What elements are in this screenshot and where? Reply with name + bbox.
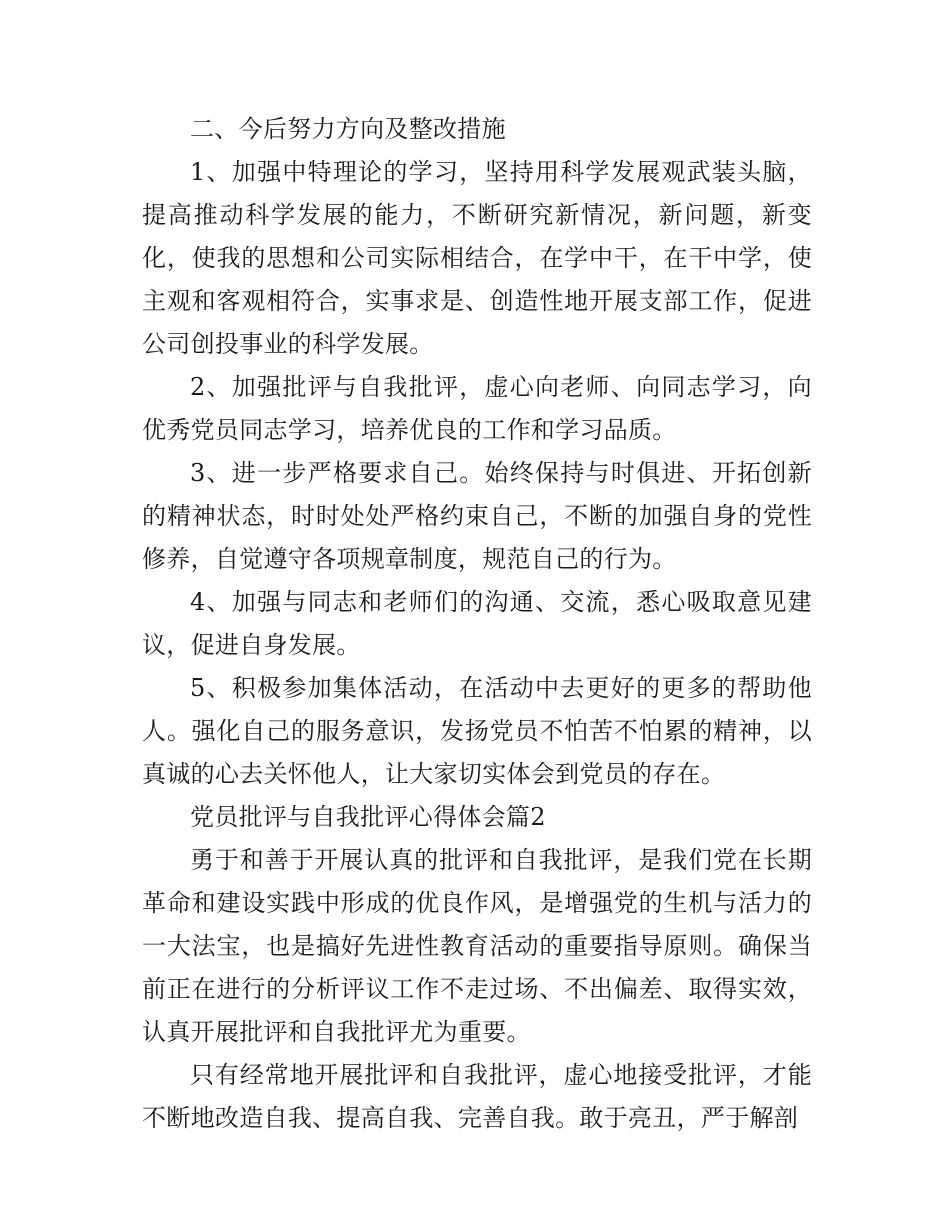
measure-item-5: 5、积极参加集体活动，在活动中去更好的更多的帮助他人。强化自己的服务意识，发扬党员不怕苦不怕累的精神，以真诚的心去关怀他人，让大家切实体会到党员的存在。	[142, 674, 812, 788]
body-paragraph: 只有经常地开展批评和自我批评，虚心地接受批评，才能不断地改造自我、提高自我、完善自我。敢于亮丑，严于解剖	[142, 1061, 812, 1132]
section-heading: 二、今后努力方向及整改措施	[190, 115, 506, 143]
measure-item-4: 4、加强与同志和老师们的沟通、交流，悉心吸取意见建议，促进自身发展。	[142, 588, 812, 659]
article-title: 党员批评与自我批评心得体会篇2	[190, 803, 546, 831]
measure-item-1: 1、加强中特理论的学习，坚持用科学发展观武装头脑，提高推动科学发展的能力，不断研究新情况，新问题，新变化，使我的思想和公司实际相结合，在学中干，在干中学，使主观和客观相符合，实事求是、创造性地开展支部工作，促进公司创投事业的科学发展。	[142, 158, 812, 358]
body-paragraph: 勇于和善于开展认真的批评和自我批评，是我们党在长期革命和建设实践中形成的优良作风，是增强党的生机与活力的一大法宝，也是搞好先进性教育活动的重要指导原则。确保当前正在进行的分析评议工作不走过场、不出偏差、取得实效，认真开展批评和自我批评尤为重要。	[142, 846, 812, 1046]
measure-item-2: 2、加强批评与自我批评，虚心向老师、向同志学习，向优秀党员同志学习，培养优良的工作和学习品质。	[142, 373, 812, 444]
measure-item-3: 3、进一步严格要求自己。始终保持与时俱进、开拓创新的精神状态，时时处处严格约束自己，不断的加强自身的党性修养，自觉遵守各项规章制度，规范自己的行为。	[142, 459, 812, 573]
document-page	[142, 108, 812, 1140]
